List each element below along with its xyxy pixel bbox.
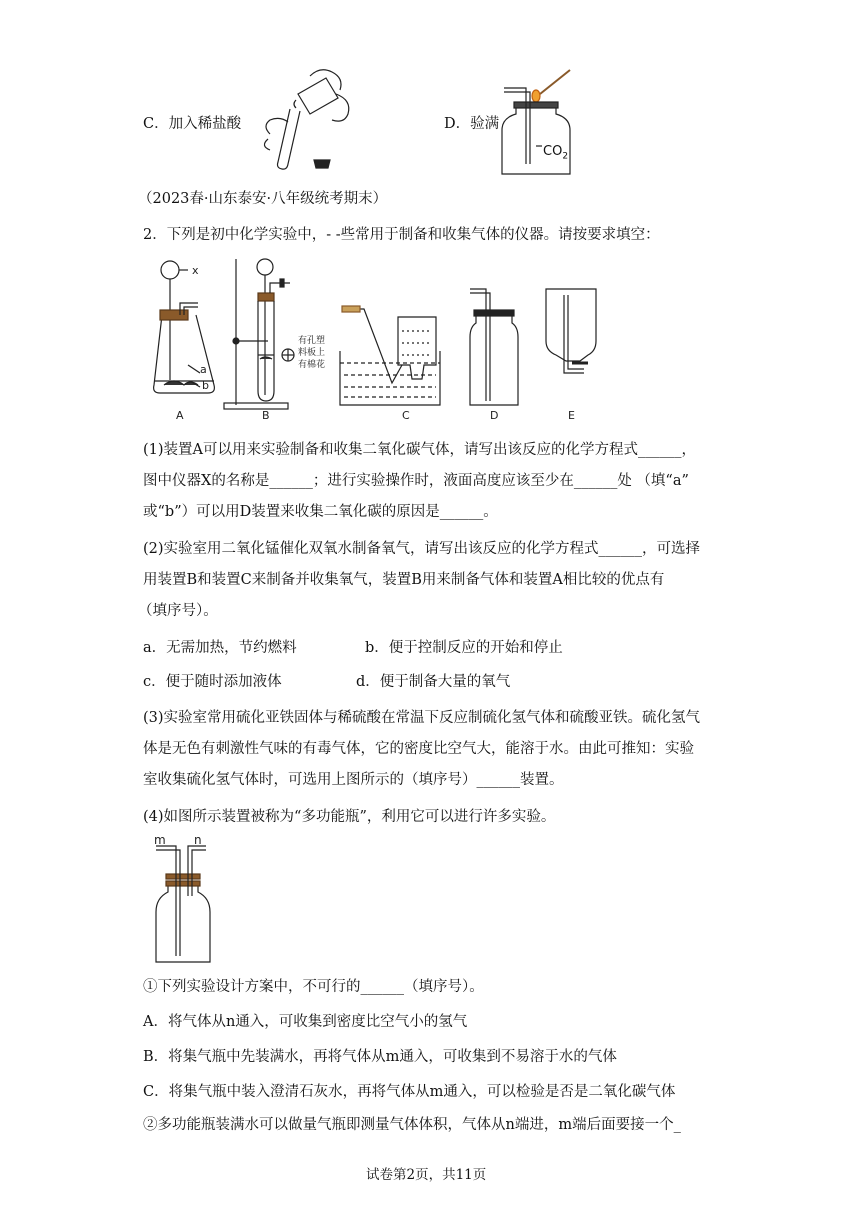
b-note-line-3: 有棉花 <box>298 360 326 370</box>
bottle-label-m: m <box>154 836 166 847</box>
part-1-line-1: (1)装置A可以用来实验制备和收集二氧化碳气体，请写出该反应的化学方程式______， <box>143 442 697 458</box>
label-x: x <box>192 264 199 277</box>
page-footer: 试卷第2页，共11页 <box>366 1167 487 1183</box>
choice-a: A．将气体从n通入，可收集到密度比空气小的氢气 <box>143 1014 468 1030</box>
source-note: （2023春·山东泰安·八年级统考期末） <box>138 191 388 207</box>
part-2-line-2: 用装置B和装置C来制备并收集氧气，装置B用来制备气体和装置A相比较的优点有 <box>143 572 665 588</box>
apparatus-letter-a: A <box>176 409 184 420</box>
add-dilute-hcl-illustration <box>240 64 360 176</box>
sub-question-1: ①下列实验设计方案中，不可行的______（填序号）。 <box>143 979 484 995</box>
option-2a: a．无需加热，节约燃料 <box>143 640 297 656</box>
b-note-line-2: 料板上 <box>298 348 326 358</box>
option-2b: b．便于控制反应的开始和停止 <box>365 640 563 656</box>
apparatus-letter-d: D <box>490 409 499 420</box>
option-d-label: D．验满 <box>444 116 500 132</box>
part-2-line-1: (2)实验室用二氧化锰催化双氧水制备氧气，请写出该反应的化学方程式______，可选择 <box>143 541 701 557</box>
multifunction-bottle-figure <box>148 836 218 966</box>
apparatus-letter-e: E <box>568 409 575 420</box>
co2-label: $CO_2$ <box>543 144 569 162</box>
option-c-label: C．加入稀盐酸 <box>143 116 242 132</box>
part-1-line-2: 图中仪器X的名称是______；进行实验操作时，液面高度应该至少在______处 （填“a” <box>143 473 689 489</box>
label-b: b <box>202 379 209 392</box>
option-2c: c．便于随时添加液体 <box>143 674 282 690</box>
question-2-intro: 2．下列是初中化学实验中，- -些常用于制备和收集气体的仪器。请按要求填空： <box>143 227 660 243</box>
choice-b: B．将集气瓶中先装满水，再将气体从m通入，可收集到不易溶于水的气体 <box>143 1049 617 1065</box>
option-2d: d．便于制备大量的氧气 <box>356 674 511 690</box>
part-1-line-3: 或“b”）可以用D装置来收集二氧化碳的原因是______。 <box>143 504 498 520</box>
part-3-line-2: 体是无色有刺激性气味的有毒气体，它的密度比空气大，能溶于水。由此可推知：实验 <box>143 741 694 757</box>
label-a: a <box>200 363 207 376</box>
part-2-line-3: （填序号）。 <box>138 603 218 619</box>
bottle-label-n: n <box>194 836 202 847</box>
b-note-line-1: 有孔塑 <box>298 336 326 346</box>
apparatus-letter-b: B <box>262 409 270 420</box>
gas-apparatus-figure <box>140 255 600 420</box>
part-3-line-1: (3)实验室常用硫化亚铁固体与稀硫酸在常温下反应制硫化氢气体和硫酸亚铁。硫化氢气 <box>143 710 701 726</box>
apparatus-letter-c: C <box>402 409 410 420</box>
part-3-line-3: 室收集硫化氢气体时，可选用上图所示的（填序号）______装置。 <box>143 772 564 788</box>
choice-c: C．将集气瓶中装入澄清石灰水，再将气体从m通入，可以检验是否是二氧化碳气体 <box>143 1084 676 1100</box>
part-4-intro: (4)如图所示装置被称为“多功能瓶”，利用它可以进行许多实验。 <box>143 809 556 825</box>
sub-question-2: ②多功能瓶装满水可以做量气瓶即测量气体体积，气体从n端进，m端后面要接一个_ <box>143 1117 681 1133</box>
co2-full-check-illustration <box>496 64 586 176</box>
